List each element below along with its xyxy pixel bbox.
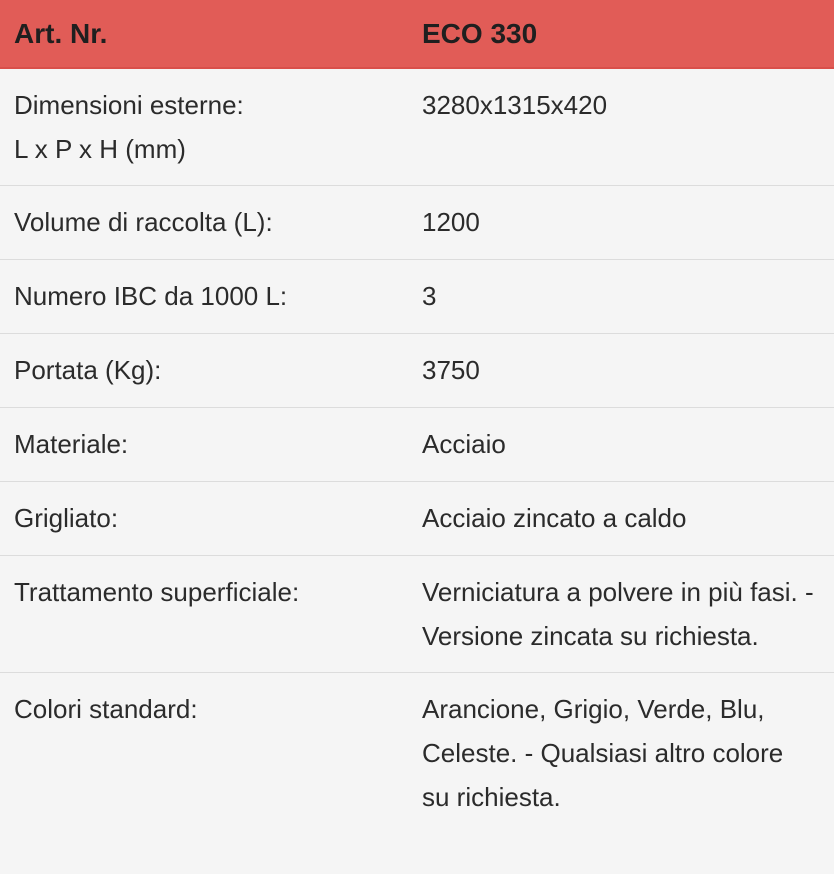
table-row-volume (0, 186, 834, 260)
header-label: Art. Nr. (0, 0, 408, 68)
row-label: Volume di raccolta (L): (0, 186, 408, 260)
row-value: Acciaio zincato a caldo (408, 482, 834, 556)
row-label: Materiale: (0, 408, 408, 482)
row-value: Verniciatura a polvere in più fasi. - Versione zincata su richiesta. (408, 556, 834, 673)
table-row-material (0, 408, 834, 482)
row-label (0, 68, 408, 186)
header-value: ECO 330 (408, 0, 834, 68)
row-value: 3750 (408, 334, 834, 408)
table-row-ibc (0, 260, 834, 334)
row-label: Portata (Kg): (0, 334, 408, 408)
table-row-surface-treatment (0, 556, 834, 673)
table-header (0, 0, 834, 68)
table-row-grating (0, 482, 834, 556)
table-row-standard-colors (0, 673, 834, 834)
table-body (0, 68, 834, 833)
row-label: Trattamento superficiale: (0, 556, 408, 673)
row-value: 1200 (408, 186, 834, 260)
row-value: Acciaio (408, 408, 834, 482)
row-value: 3280x1315x420 (408, 68, 834, 186)
row-label: Grigliato: (0, 482, 408, 556)
row-label: Numero IBC da 1000 L: (0, 260, 408, 334)
row-label-line1: Dimensioni esterne: (14, 90, 244, 120)
table-row-dimensions (0, 68, 834, 186)
row-label: Colori standard: (0, 673, 408, 834)
row-label-line2: L x P x H (mm) (14, 134, 186, 164)
row-value: 3 (408, 260, 834, 334)
row-value: Arancione, Grigio, Verde, Blu, Celeste. - Qualsiasi altro colore su richiesta. (408, 673, 834, 834)
table-row-capacity (0, 334, 834, 408)
header-row (0, 0, 834, 68)
